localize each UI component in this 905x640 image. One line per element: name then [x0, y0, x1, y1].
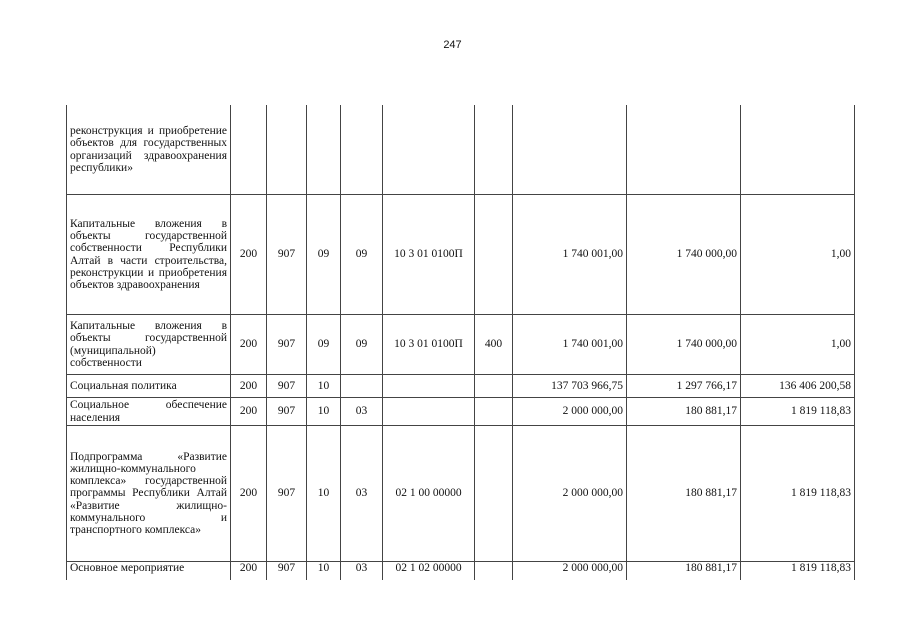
cell-amount-remaining: 1,00 — [741, 315, 855, 375]
table-row — [67, 426, 855, 562]
cell-target-article — [383, 375, 475, 398]
cell-admin-code: 200 — [231, 375, 267, 398]
cell-subsection: 03 — [341, 398, 383, 426]
table-row — [67, 315, 855, 375]
cell-expense-type — [475, 375, 513, 398]
cell-admin-code: 200 — [231, 398, 267, 426]
cell-section: 09 — [307, 315, 341, 375]
cell-amount-remaining — [741, 105, 855, 195]
cell-expense-type — [475, 562, 513, 581]
cell-target-article: 02 1 02 00000 — [383, 562, 475, 581]
cell-amount-remaining: 1 819 118,83 — [741, 426, 855, 562]
cell-amount-plan: 137 703 966,75 — [513, 375, 627, 398]
cell-expense-type — [475, 195, 513, 315]
cell-admin-code: 200 — [231, 426, 267, 562]
cell-amount-remaining: 1 819 118,83 — [741, 562, 855, 581]
cell-ministry-code — [267, 105, 307, 195]
cell-amount-plan — [513, 105, 627, 195]
cell-amount-remaining: 1 819 118,83 — [741, 398, 855, 426]
cell-admin-code: 200 — [231, 562, 267, 581]
cell-subsection — [341, 375, 383, 398]
cell-admin-code: 200 — [231, 315, 267, 375]
row-name: Капитальные вложения в объекты государственной собственности Республики Алтай в части строительства, реконструкции и приобретения объектов здравоохранения — [67, 195, 231, 315]
cell-ministry-code: 907 — [267, 562, 307, 581]
cell-amount-remaining: 136 406 200,58 — [741, 375, 855, 398]
cell-amount-executed: 180 881,17 — [627, 426, 741, 562]
cell-amount-executed: 1 297 766,17 — [627, 375, 741, 398]
cell-ministry-code: 907 — [267, 315, 307, 375]
cell-target-article — [383, 105, 475, 195]
cell-amount-executed — [627, 105, 741, 195]
budget-table — [66, 105, 855, 580]
cell-target-article — [383, 398, 475, 426]
cell-subsection: 09 — [341, 315, 383, 375]
cell-amount-executed: 1 740 000,00 — [627, 315, 741, 375]
cell-admin-code: 200 — [231, 195, 267, 315]
cell-ministry-code: 907 — [267, 195, 307, 315]
cell-target-article: 02 1 00 00000 — [383, 426, 475, 562]
cell-amount-executed: 180 881,17 — [627, 562, 741, 581]
cell-subsection — [341, 105, 383, 195]
cell-section: 10 — [307, 398, 341, 426]
table-row — [67, 105, 855, 195]
table-row — [67, 398, 855, 426]
table-row — [67, 375, 855, 398]
page-number: 247 — [443, 39, 462, 51]
table-row — [67, 195, 855, 315]
cell-amount-executed: 1 740 000,00 — [627, 195, 741, 315]
row-name: Капитальные вложения в объекты государственной (муниципальной) собственности — [67, 315, 231, 375]
cell-target-article: 10 3 01 0100П — [383, 195, 475, 315]
cell-amount-plan: 1 740 001,00 — [513, 195, 627, 315]
cell-amount-executed: 180 881,17 — [627, 398, 741, 426]
row-name: реконструкция и приобретение объектов для государственных организаций здравоохранения республики» — [67, 105, 231, 195]
cell-amount-plan: 2 000 000,00 — [513, 426, 627, 562]
cell-expense-type — [475, 426, 513, 562]
cell-amount-plan: 1 740 001,00 — [513, 315, 627, 375]
cell-section: 10 — [307, 562, 341, 581]
cell-subsection: 03 — [341, 562, 383, 581]
row-name: Социальная политика — [67, 375, 231, 398]
cell-amount-plan: 2 000 000,00 — [513, 398, 627, 426]
row-name: Основное мероприятие — [67, 562, 231, 581]
cell-section — [307, 105, 341, 195]
cell-amount-remaining: 1,00 — [741, 195, 855, 315]
row-name: Подпрограмма «Развитие жилищно-коммунального комплекса» государственной программы Республики Алтай «Развитие жилищно-коммунального и транспортного комплекса» — [67, 426, 231, 562]
cell-ministry-code: 907 — [267, 398, 307, 426]
row-name: Социальное обеспечение населения — [67, 398, 231, 426]
cell-expense-type: 400 — [475, 315, 513, 375]
cell-ministry-code: 907 — [267, 426, 307, 562]
cell-amount-plan: 2 000 000,00 — [513, 562, 627, 581]
cell-section: 09 — [307, 195, 341, 315]
cell-ministry-code: 907 — [267, 375, 307, 398]
cell-expense-type — [475, 105, 513, 195]
cell-target-article: 10 3 01 0100П — [383, 315, 475, 375]
table-row — [67, 562, 855, 581]
cell-admin-code — [231, 105, 267, 195]
cell-subsection: 03 — [341, 426, 383, 562]
cell-expense-type — [475, 398, 513, 426]
cell-section: 10 — [307, 426, 341, 562]
cell-section: 10 — [307, 375, 341, 398]
cell-subsection: 09 — [341, 195, 383, 315]
